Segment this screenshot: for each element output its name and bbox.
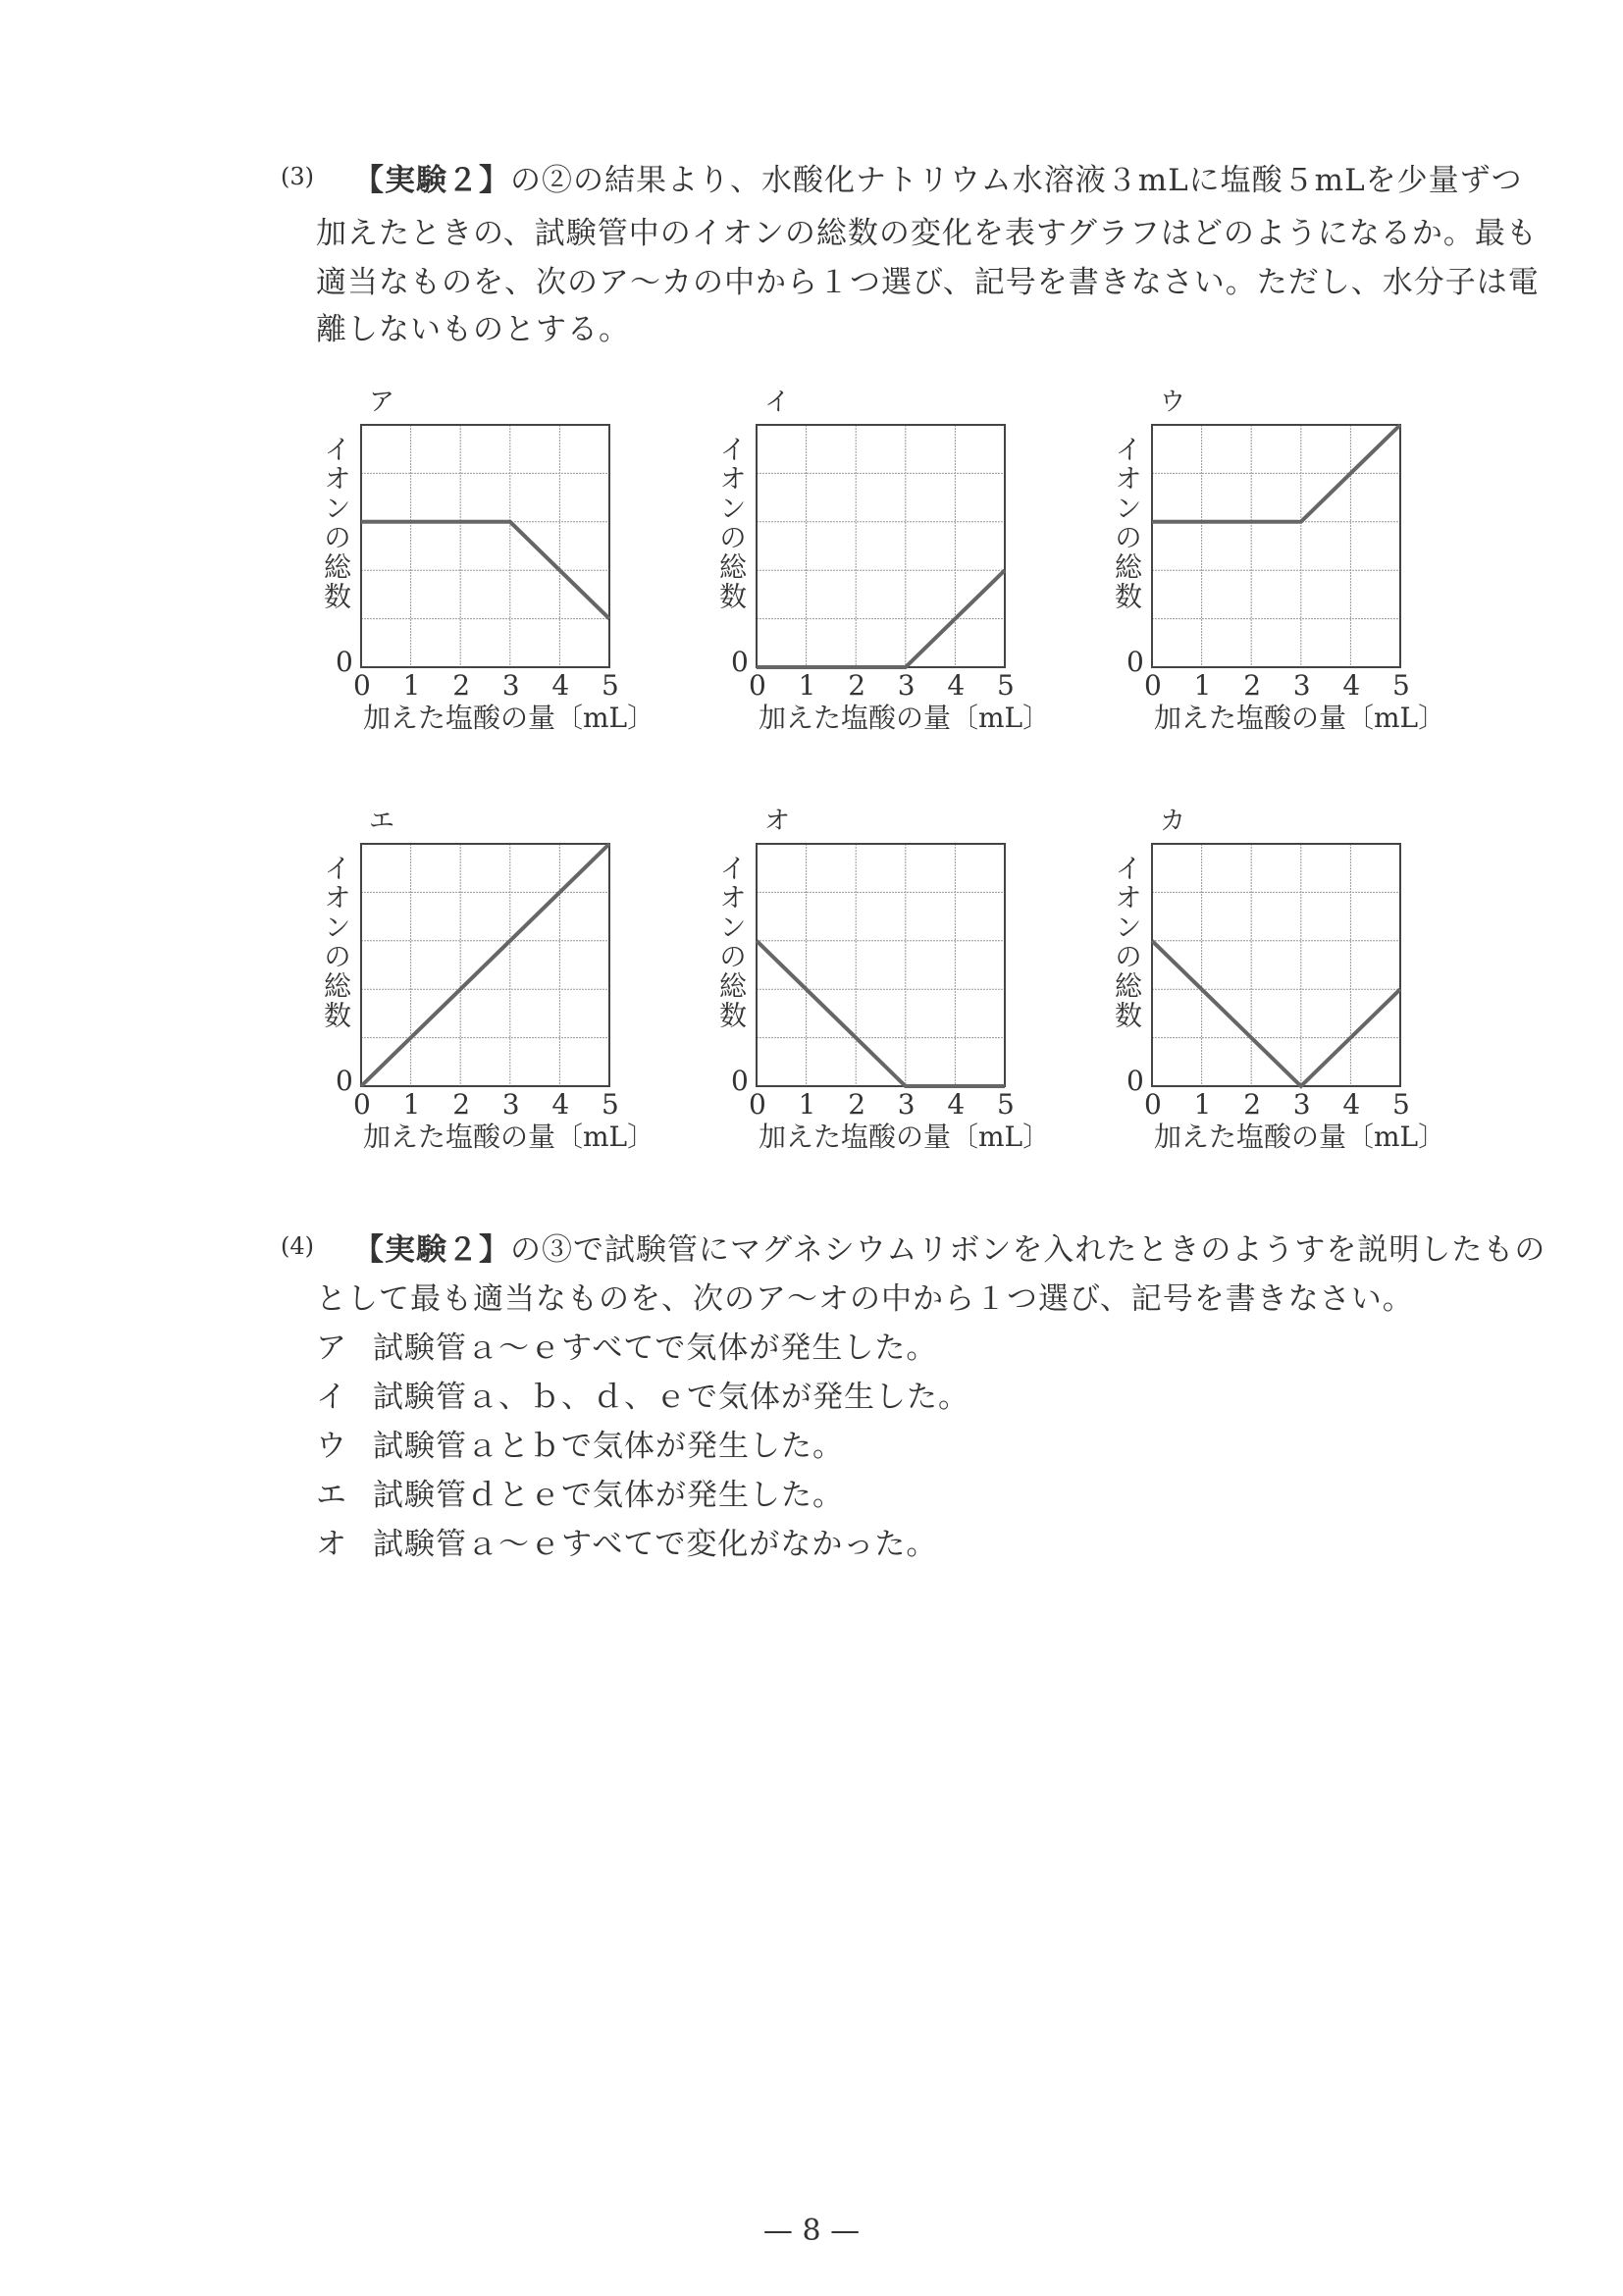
x-tick-label: 5 [997,669,1015,702]
graph-3 [1103,386,1495,739]
graph-4 [312,805,705,1158]
experiment-ref: 【実験２】 [353,163,510,198]
choice-label: ア [316,1331,347,1366]
x-tick-label: 5 [602,669,619,702]
choice-text: 試験管ａ～ｅすべてで変化がなかった。 [373,1527,938,1562]
plot-frame [757,844,1005,1086]
x-axis-label: 加えた塩酸の量〔mL〕 [363,1121,655,1153]
plot-frame [757,425,1005,667]
question-text: の③で試験管にマグネシウムリボンを入れたときのようすを説明したもの [510,1232,1546,1268]
question-4-number: (4) [281,1232,314,1260]
x-axis-label: 加えた塩酸の量〔mL〕 [363,702,655,734]
question-4-line-1 [353,1225,1545,1269]
y-tick-label: 0 [1126,1065,1144,1097]
answer-choice [316,1421,844,1465]
x-tick-label: 3 [897,669,916,702]
x-tick-label: 3 [501,669,520,702]
graph-title: イ [764,388,791,417]
x-tick-label: 1 [402,1088,421,1121]
x-tick-label: 2 [848,1088,866,1121]
x-tick-label: 1 [798,1088,816,1121]
experiment-ref: 【実験２】 [353,1232,510,1268]
question-3-line-4: 離しないものとする。 [316,312,630,347]
x-tick-label: 3 [1292,1088,1311,1121]
x-tick-label: 4 [947,1088,966,1121]
choice-text: 試験管ｄとｅで気体が発生した。 [373,1478,844,1513]
y-axis-label: イオンの総数 [1111,435,1143,611]
plot-area [707,386,1100,739]
x-tick-label: 0 [749,1088,766,1121]
y-axis-label: イオンの総数 [320,435,352,611]
choice-text: 試験管ａ～ｅすべてで気体が発生した。 [373,1331,938,1366]
y-tick-label: 0 [731,646,749,678]
graph-title: カ [1160,807,1186,836]
x-tick-label: 3 [897,1088,916,1121]
choice-label: イ [316,1380,347,1415]
question-3-number: (3) [281,163,314,190]
plot-area [312,386,705,739]
y-axis-label: イオンの総数 [715,435,748,611]
question-3-line-2: 加えたときの、試験管中のイオンの総数の変化を表すグラフはどのようになるか。最も [316,216,1538,251]
choice-text: 試験管ａ、ｂ、ｄ、ｅで気体が発生した。 [373,1380,969,1415]
x-tick-label: 2 [848,669,866,702]
x-tick-label: 0 [1144,1088,1162,1121]
x-tick-label: 4 [551,1088,570,1121]
x-tick-label: 3 [501,1088,520,1121]
x-tick-label: 4 [1342,1088,1361,1121]
y-axis-label: イオンの総数 [715,854,748,1030]
x-tick-label: 1 [798,669,816,702]
x-tick-label: 5 [602,1088,619,1121]
choice-label: エ [316,1478,347,1513]
y-tick-label: 0 [336,646,353,678]
x-tick-label: 3 [1292,669,1311,702]
y-tick-label: 0 [1126,646,1144,678]
plot-frame [1152,844,1400,1086]
choice-label: オ [316,1527,347,1562]
graph-title: ア [369,388,395,417]
x-tick-label: 4 [947,669,966,702]
y-axis-label: イオンの総数 [1111,854,1143,1030]
graph-1 [312,386,705,739]
graph-title: エ [369,807,395,836]
x-axis-label: 加えた塩酸の量〔mL〕 [1154,702,1446,734]
x-axis-label: 加えた塩酸の量〔mL〕 [759,1121,1051,1153]
plot-frame [361,425,609,667]
choice-label: ウ [316,1429,347,1464]
question-3-line-3: 適当なものを、次のア～カの中から１つ選び、記号を書きなさい。ただし、水分子は電 [316,265,1540,300]
x-tick-label: 2 [452,669,471,702]
x-tick-label: 2 [1243,1088,1262,1121]
plot-area [1103,386,1495,739]
data-line [1152,941,1400,1086]
choice-text: 試験管ａとｂで気体が発生した。 [373,1429,844,1464]
graph-title: オ [764,807,791,836]
x-tick-label: 2 [452,1088,471,1121]
y-tick-label: 0 [731,1065,749,1097]
y-axis-label: イオンの総数 [320,854,352,1030]
x-tick-label: 2 [1243,669,1262,702]
question-4-line-2: として最も適当なものを、次のア～オの中から１つ選び、記号を書きなさい。 [316,1281,1414,1317]
answer-choice [316,1519,937,1563]
x-tick-label: 4 [1342,669,1361,702]
x-tick-label: 5 [1392,1088,1410,1121]
x-tick-label: 0 [353,1088,371,1121]
question-3-line-1 [353,155,1523,199]
plot-area [1103,805,1495,1158]
answer-choice [316,1470,844,1514]
x-tick-label: 0 [353,669,371,702]
x-tick-label: 1 [1193,1088,1212,1121]
x-tick-label: 0 [749,669,766,702]
plot-area [312,805,705,1158]
answer-choice [316,1372,969,1416]
x-tick-label: 4 [551,669,570,702]
data-line [361,844,609,1086]
graph-6 [1103,805,1495,1158]
graph-2 [707,386,1100,739]
x-tick-label: 1 [402,669,421,702]
x-tick-label: 1 [1193,669,1212,702]
graph-title: ウ [1160,388,1186,417]
question-text: の②の結果より、水酸化ナトリウム水溶液３mLに塩酸５mLを少量ずつ [510,163,1523,198]
answer-choice [316,1323,937,1367]
y-tick-label: 0 [336,1065,353,1097]
x-tick-label: 5 [1392,669,1410,702]
plot-area [707,805,1100,1158]
x-axis-label: 加えた塩酸の量〔mL〕 [759,702,1051,734]
x-axis-label: 加えた塩酸の量〔mL〕 [1154,1121,1446,1153]
x-tick-label: 5 [997,1088,1015,1121]
data-line [757,941,1005,1086]
x-tick-label: 0 [1144,669,1162,702]
page-number: — 8 — [762,2214,861,2248]
graph-5 [707,805,1100,1158]
